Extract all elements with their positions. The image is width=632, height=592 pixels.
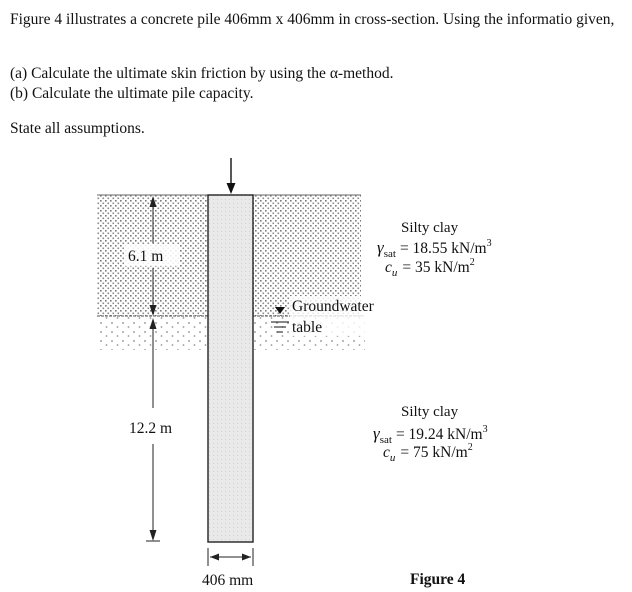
layer2-undrained-cohesion <box>383 442 473 464</box>
depth-label-lower: 12.2 m <box>129 420 173 437</box>
layer2-gamma-value: = 19.24 kN/m <box>395 426 483 443</box>
layer1-name: Silty clay <box>401 220 459 236</box>
concrete-pile <box>208 195 253 542</box>
layer2-cu-sub: u <box>389 452 396 464</box>
groundwater-label-line1: Groundwater <box>292 298 374 315</box>
layer1-undrained-cohesion <box>385 257 475 279</box>
depth-label-upper: 6.1 m <box>128 248 164 265</box>
layer2-gamma-exp: 3 <box>482 424 488 435</box>
layer2-cu-value: = 75 kN/m <box>400 444 468 461</box>
pile-width-dimension <box>208 548 253 566</box>
load-arrow <box>227 158 236 194</box>
figure-caption: Figure 4 <box>410 571 466 588</box>
question-part-b: (b) Calculate the ultimate pile capacity. <box>10 85 254 102</box>
assumptions-note: State all assumptions. <box>10 120 145 137</box>
layer1-cu-sub: u <box>391 267 398 279</box>
layer1-cu-symbol: c <box>385 259 392 276</box>
layer2-cu-symbol: c <box>383 444 390 461</box>
layer1-gamma-value: = 18.55 kN/m <box>399 240 487 257</box>
question-part-a: (a) Calculate the ultimate skin friction by using the α-method. <box>10 65 394 82</box>
layer2-gamma-sub: sat <box>379 434 392 446</box>
question-intro: Figure 4 illustrates a concrete pile 406mm x 406mm in cross-section. Using the informatio given, <box>10 11 615 28</box>
layer2-gamma-symbol: γ <box>373 424 380 443</box>
layer1-gamma-symbol: γ <box>377 238 384 257</box>
layer2-cu-exp: 2 <box>467 442 473 453</box>
layer2-name: Silty clay <box>401 404 459 420</box>
pile-width-label: 406 mm <box>202 572 254 589</box>
layer1-cu-exp: 2 <box>469 257 475 268</box>
layer1-cu-value: = 35 kN/m <box>402 259 470 276</box>
layer1-gamma-exp: 3 <box>486 238 492 249</box>
groundwater-label-line2: table <box>292 319 323 336</box>
layer1-gamma-sub: sat <box>383 248 396 260</box>
pile-figure <box>0 150 632 592</box>
